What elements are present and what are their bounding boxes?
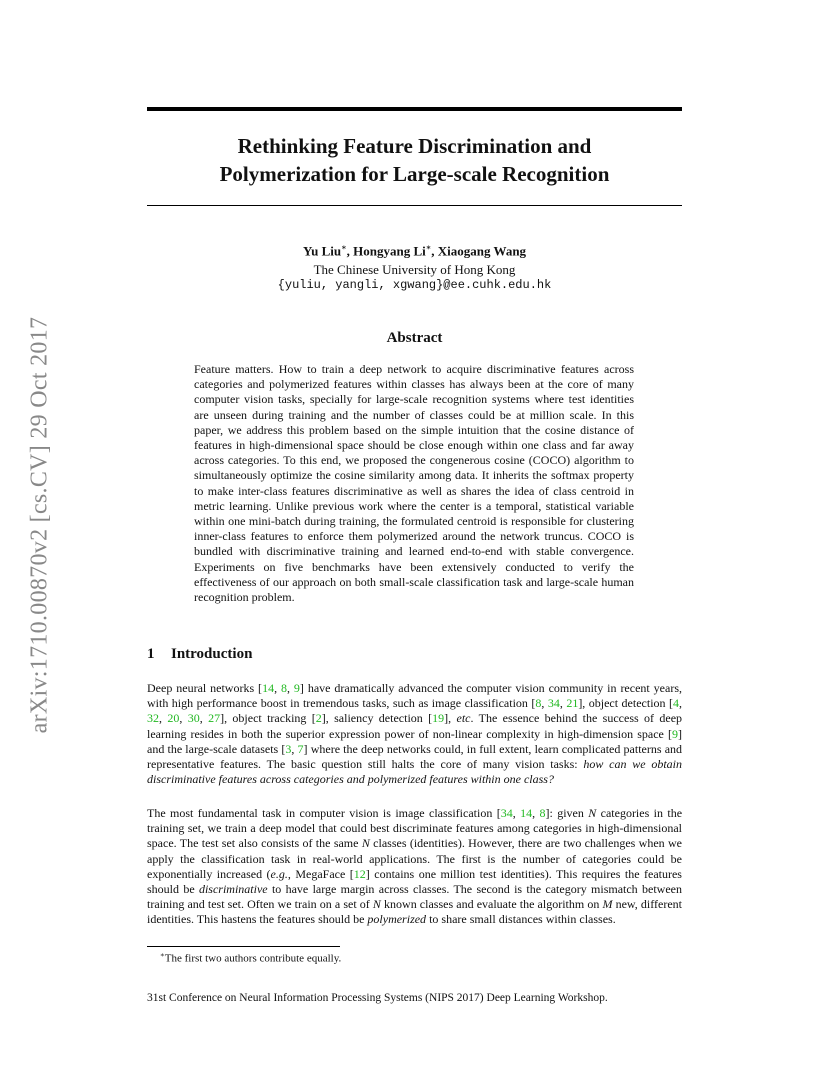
intro-paragraph-2: The most fundamental task in computer vision is image classification [34, 14, 8]: given N categories in the training set, we train a deep model that could best discriminate features among categories in high-dimensional space. The test set also consists of the same N classes (identities). However, there are two challenges when we apply the classification task in real-world applications. The first is the number of categories could be exponentially increased (e.g., MegaFace [12] contains one million test identities). This requires the features should be discriminative to have large margin across classes. The second is the category mismatch between training and test set. Often we train on a set of N known classes and evaluate the algorithm on M new, different identities. This hastens the features should be polymerized to share small distances within classes.: [147, 806, 683, 927]
text-run: , MegaFace [: [287, 866, 354, 881]
citation-link[interactable]: 30: [187, 711, 200, 726]
citation-link[interactable]: 14: [262, 681, 275, 695]
author-3: Xiaogang Wang: [437, 243, 527, 259]
title-line-2: Polymerization for Large-scale Recognition: [219, 162, 610, 186]
text-run: ] and the large-scale datasets [: [147, 726, 682, 756]
section-heading: [147, 646, 252, 663]
conference-note: 31st Conference on Neural Information Processing Systems (NIPS 2017) Deep Learning Workshop.: [147, 992, 608, 1004]
citation-link[interactable]: 34: [500, 806, 513, 820]
citation-link[interactable]: 20: [167, 711, 180, 726]
arxiv-stamp-text: arXiv:1710.00870v2 [cs.CV] 29 Oct 2017: [26, 316, 53, 734]
math-symbol: M: [602, 897, 613, 912]
citation-link[interactable]: 34: [547, 696, 560, 711]
abstract-heading: Abstract: [386, 330, 443, 346]
text-run: to have large margin across classes. The second is the category mismatch between training and test set. Often we train on a set of: [147, 882, 682, 912]
math-symbol: N: [588, 806, 597, 820]
abstract-text: Feature matters. How to train a deep network to acquire discriminative features across categories and polymerized features within classes has always been at the core of many computer vision tasks, specially for large-scale recognition systems where test identities are unseen during training and the number of classes could be at million scale. In this paper, we address this problem based on the simple intuition that the cosine distance of features in high-dimensional space should be close enough within one class and far away across categories. To this end, we proposed the congenerous cosine (COCO) algorithm to simultaneously optimize the cosine similarity among data. It inherits the softmax property to make inter-class features discriminative as well as shares the idea of class centroid in metric learning. Unlike previous work where the center is a temporal, statistical variable within one mini-batch during training, the formulated centroid is responsible for clustering inner-class features to enforce them polymerized around the network truncus. COCO is bundled with discriminative training and learned end-to-end with stable convergence. Experiments on five benchmarks have been extensively conducted to verify the effectiveness of our approach on both small-scale classification task and large-scale human recognition problem.: [194, 362, 634, 605]
text-run: ], object detection [: [578, 696, 674, 711]
paper-title: [147, 132, 682, 188]
text-run: to share small distances within classes.: [426, 912, 616, 927]
footnote-rule: [147, 946, 340, 947]
citation-link[interactable]: 3: [285, 741, 292, 756]
citation-link[interactable]: 32: [147, 711, 159, 726]
text-run: categories in the training set, we train a deep model that could best discriminate features among categories in high-dimensional space. The test set also consists of the same: [147, 806, 683, 851]
author-separator: ,: [346, 243, 354, 259]
author-emails: {yuliu, yangli, xgwang}@ee.cuhk.edu.hk: [277, 278, 552, 292]
author-1: Yu Liu: [302, 243, 342, 259]
author-separator: ,: [431, 243, 438, 259]
citation-link[interactable]: 12: [353, 866, 366, 881]
arxiv-stamp: [22, 290, 58, 760]
citation-link[interactable]: 19: [432, 711, 445, 726]
text-run: The most fundamental task in computer vision is image classification [: [147, 806, 501, 820]
text-run: ], saliency detection [: [321, 711, 433, 726]
citation-link[interactable]: 8: [539, 806, 546, 820]
text-run: classes (identities). However, there are two challenges when we apply the classification task in real-world applications. The first is the number of categories could be exponentially increased (: [147, 836, 682, 881]
text-run: ] have dramatically advanced the computer vision community in recent years, with high performance boost in tremendous tasks, such as image classification [: [147, 681, 682, 711]
emphasis: e.g.: [270, 866, 288, 881]
citation-link[interactable]: 27: [208, 711, 221, 726]
title-line-1: Rethinking Feature Discrimination and: [237, 134, 592, 158]
citation-link[interactable]: 9: [672, 726, 678, 741]
title-top-rule: [147, 107, 682, 111]
math-symbol: N: [361, 836, 370, 851]
section-title: Introduction: [171, 646, 253, 662]
text-run: new, different identities. This hastens the features should be: [147, 897, 682, 927]
math-symbol: N: [372, 897, 381, 912]
equal-contribution-mark-2: ∗: [425, 243, 432, 252]
text-run: ]: given: [545, 806, 589, 820]
emphasis: etc: [456, 711, 471, 726]
author-list: [147, 242, 682, 259]
citation-link[interactable]: 4: [673, 696, 680, 711]
citation-link[interactable]: 21: [566, 696, 579, 711]
author-2: Hongyang Li: [353, 243, 426, 259]
title-bottom-rule: [147, 205, 682, 206]
citation-link[interactable]: 14: [520, 806, 533, 820]
text-run: ] contains one million test identities). This requires the features should be: [147, 866, 682, 897]
key-question: how can we obtain discriminative features across categories and polymerized features within one class?: [147, 757, 682, 787]
equal-contribution-mark-1: ∗: [341, 243, 347, 252]
emphasis: polymerized: [367, 912, 427, 927]
citation-link[interactable]: 7: [297, 741, 304, 756]
text-run: Deep neural networks [: [147, 681, 263, 695]
citation-link[interactable]: 8: [280, 681, 287, 695]
text-run: ], object tracking [: [220, 711, 316, 726]
section-number: 1: [147, 646, 155, 662]
text-run: ],: [444, 711, 457, 726]
footnote: [160, 951, 341, 965]
intro-paragraph-1: Deep neural networks [14, 8, 9] have dramatically advanced the computer vision community in recent years, with high performance boost in tremendous tasks, such as image classification [8, 34, 21], object detection [4, 32, 20, 30, 27], object tracking [2], saliency detection [19], etc. The essence behind the success of deep learning resides in both the superior expression power of non-linear complexity in high-dimension space [9] and the large-scale datasets [3, 7] where the deep networks could, in full extent, learn complicated patterns and representative features. The basic question still halts the core of many vision tasks: how can we obtain discriminative features across categories and polymerized features within one class?: [147, 681, 683, 787]
citation-link[interactable]: 2: [315, 711, 322, 726]
text-run: ] where the deep networks could, in full extent, learn complicated patterns and representative features. The basic question still halts the core of many vision tasks:: [147, 741, 683, 772]
citation-link[interactable]: 9: [293, 681, 300, 695]
citation-link[interactable]: 8: [535, 696, 542, 711]
text-run: known classes and evaluate the algorithm on: [380, 897, 603, 912]
footnote-mark: ∗: [160, 951, 165, 959]
emphasis: discriminative: [198, 882, 268, 897]
affiliation: The Chinese University of Hong Kong: [313, 262, 516, 277]
text-run: . The essence behind the success of deep learning resides in both the superior expression power of non-linear complexity in high-dimension space [: [147, 711, 683, 741]
footnote-text: The first two authors contribute equally.: [164, 952, 342, 965]
